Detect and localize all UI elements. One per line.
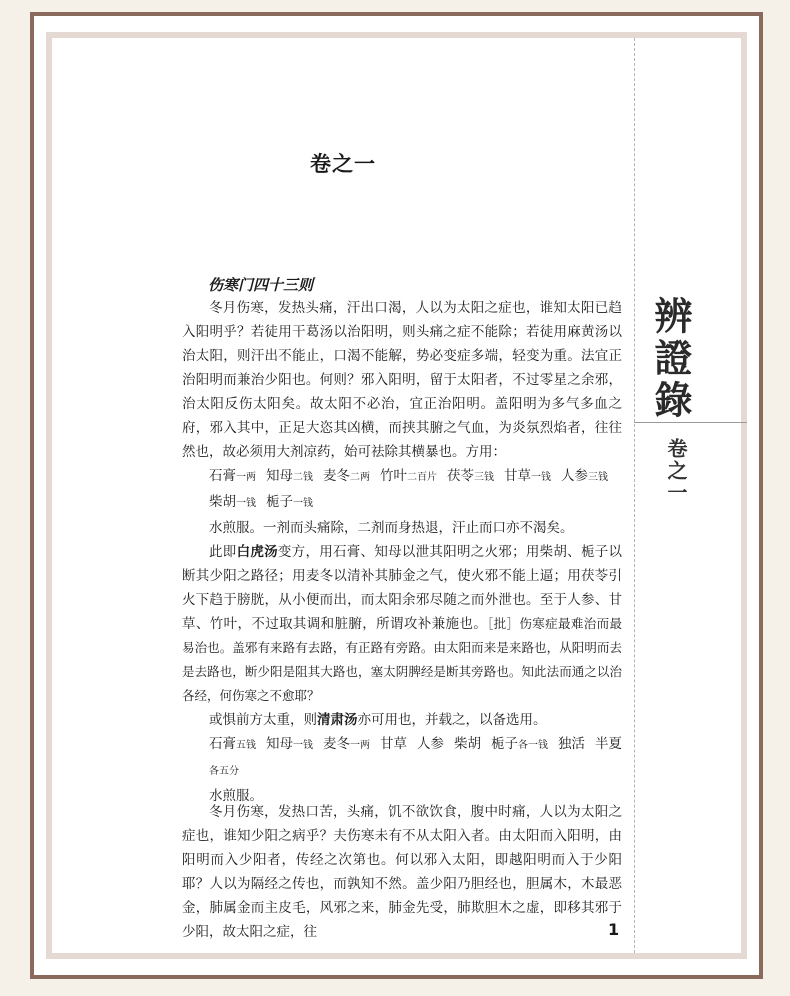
section-heading: 伤寒门四十三则 <box>208 276 314 294</box>
paragraph: 冬月伤寒，发热口苦，头痛，饥不欲饮食，腹中时痛，人以为太阳之症也，谁知少阳之病乎？夫伤寒未有不从太阳入者。由太阳而入阳明，由阳明而入少阳者，传经之次第也。何以邪入太阳，即越阳明而入于少阳耶？人以为隔经之传也，而孰知不然。盖少阳乃胆经也，胆属木，木最恶金，肺属金而主皮毛，风邪之来，肺金先受，肺欺胆木之虚，即移其邪于少阳，故太阳之症，往 <box>182 804 622 940</box>
herb-dose: 二两 <box>350 472 370 483</box>
paragraph <box>182 540 622 708</box>
herb-name: 竹叶 <box>380 468 407 484</box>
text: 此即 <box>209 544 237 560</box>
outer-frame <box>30 12 763 979</box>
herb-name: 石膏 <box>209 736 236 752</box>
herb-dose: 一钱 <box>293 740 313 751</box>
herb-item <box>558 736 585 752</box>
herb-item <box>417 736 444 752</box>
formula-1 <box>182 464 622 516</box>
herb-dose: 三钱 <box>474 472 494 483</box>
herb-item <box>209 494 256 510</box>
herb-name: 甘草 <box>380 736 407 752</box>
herb-item <box>454 736 481 752</box>
herb-item <box>266 736 313 752</box>
herb-item <box>491 736 548 752</box>
herb-name: 麦冬 <box>323 468 350 484</box>
margin-rule <box>634 422 747 423</box>
herb-name: 栀子 <box>266 494 293 510</box>
book-title: 辨證錄 <box>648 296 693 422</box>
herb-item <box>561 468 608 484</box>
herb-name: 茯苓 <box>447 468 474 484</box>
herb-item <box>380 736 407 752</box>
herb-name: 麦冬 <box>323 736 350 752</box>
chapter-title: 卷之一 <box>310 152 376 176</box>
herb-name: 知母 <box>266 736 293 752</box>
herb-item <box>323 468 370 484</box>
herb-name: 人参 <box>561 468 588 484</box>
herb-dose: 一两 <box>236 472 256 483</box>
commentary: ［批］伤寒症最难治而最易治也。盖邪有来路有去路，有正路有旁路。由太阳而来是来路也，从阳明而去是去路也，断少阳是阻其大路也，塞太阴脾经是断其旁路也。知此法而通之以治各经，何伤寒之不愈耶？ <box>182 616 622 703</box>
paragraph <box>182 708 622 732</box>
herb-dose: 二百片 <box>407 472 437 483</box>
herb-dose: 三钱 <box>588 472 608 483</box>
running-volume-label: 卷之一 <box>664 438 688 504</box>
paragraph: 水煎服。一剂而头痛除，二剂而身热退，汗止而口亦不渴矣。 <box>209 520 574 536</box>
herb-item <box>447 468 494 484</box>
margin-divider <box>634 38 635 953</box>
herb-name: 独活 <box>558 736 585 752</box>
herb-dose: 一两 <box>350 740 370 751</box>
text: 亦可用也，并载之，以备选用。 <box>357 712 547 728</box>
page-number: 1 <box>608 920 620 939</box>
herb-dose: 一钱 <box>236 498 256 509</box>
formula-2 <box>182 732 622 784</box>
herb-dose: 各五分 <box>209 766 239 777</box>
herb-name: 柴胡 <box>209 494 236 510</box>
herb-name: 柴胡 <box>454 736 481 752</box>
herb-item <box>380 468 437 484</box>
paragraph: 冬月伤寒，发热头痛，汗出口渴，人以为太阳之症也，谁知太阳已趋入阳明乎？若徒用干葛汤以治阳明，则头痛之症不能除；若徒用麻黄汤以治太阳，则汗出不能止，口渴不能解，势必变症多端，轻变为重。法宜正治阳明而兼治少阳也。何则？邪入阳明，留于太阳者，不过零星之余邪，治太阳反伤太阳矣。故太阳不必治，宜正治阳明。盖阳明为多气多血之府，邪入其中，正足大恣其凶横，而挟其腑之气血，为炎氛烈焰者，往往然也，故必须用大剂凉药，始可祛除其横暴也。方用： <box>182 300 622 460</box>
page <box>46 32 747 959</box>
herb-name: 半夏 <box>595 736 622 752</box>
herb-item <box>209 736 256 752</box>
formula-name-qingsu: 清肃汤 <box>317 712 358 728</box>
herb-name: 栀子 <box>491 736 518 752</box>
herb-dose: 一钱 <box>293 498 313 509</box>
case-2-text <box>182 800 622 944</box>
herb-name: 人参 <box>417 736 444 752</box>
herb-item <box>504 468 551 484</box>
herb-name: 知母 <box>266 468 293 484</box>
herb-dose: 五钱 <box>236 740 256 751</box>
text: 变方，用石膏、知母以泄其阳明之火邪；用柴胡、栀子以断其少阳之路径；用麦冬以清补其肺金之气，使火邪不能上逼；用茯苓引火下趋于膀胱，从小便而出，而太阳余邪尽随之而外泄也。至于人参、甘草、竹叶，不过取其调和脏腑，所谓攻补兼施也。 <box>182 544 623 632</box>
formula-name-baihu: 白虎汤 <box>236 544 278 560</box>
herb-name: 甘草 <box>504 468 531 484</box>
case-1-text <box>182 296 622 808</box>
text: 或惧前方太重，则 <box>209 712 317 728</box>
herb-dose: 一钱 <box>531 472 551 483</box>
herb-item <box>209 468 256 484</box>
herb-item <box>323 736 370 752</box>
herb-name: 石膏 <box>209 468 236 484</box>
herb-dose: 各一钱 <box>518 740 548 751</box>
paragraph: 水煎服。 <box>209 788 263 804</box>
herb-item <box>266 468 313 484</box>
herb-item <box>266 494 313 510</box>
herb-dose: 二钱 <box>293 472 313 483</box>
